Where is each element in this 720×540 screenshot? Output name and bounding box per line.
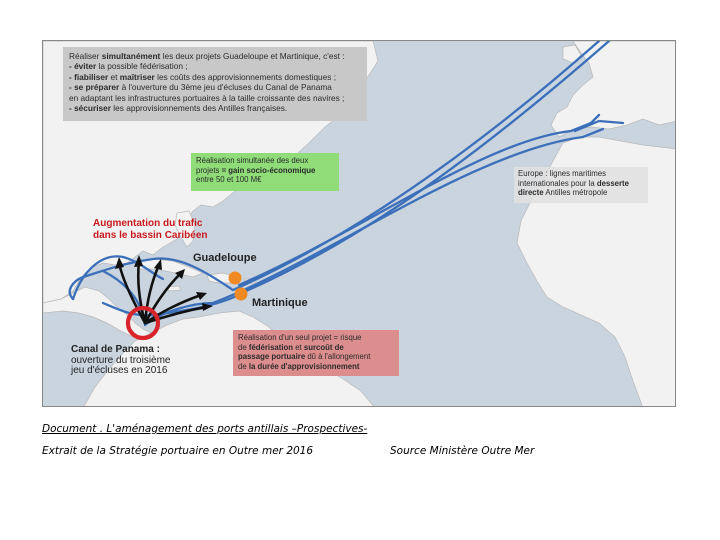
document-caption: Document . L'aménagement des ports antillais –Prospectives- — [42, 423, 368, 435]
gain-line-2: projets = gain socio-économique — [196, 165, 316, 175]
traffic-label-line-2: dans le bassin Caribéen — [93, 229, 208, 241]
objectives-item-secure: - sécuriser les approvisionnements des Antilles françaises. — [69, 103, 288, 114]
risk-line-2: de fédérisation et surcoût de — [238, 342, 344, 352]
guadeloupe-port-marker — [229, 272, 242, 285]
single-project-risk-box — [233, 330, 399, 376]
objectives-box — [63, 47, 367, 121]
europe-routes-box — [514, 167, 648, 203]
panama-line-3: jeu d'écluses en 2016 — [71, 365, 168, 376]
risk-line-3: passage portuaire dû à l'allongement — [238, 352, 371, 362]
guadeloupe-label: Guadeloupe — [193, 252, 257, 264]
traffic-label-line-1: Augmentation du trafic — [93, 218, 203, 229]
socio-economic-gain-box — [191, 153, 339, 191]
europe-line-3: directe Antilles métropole — [518, 188, 608, 198]
extract-caption: Extrait de la Stratégie portuaire en Outre mer 2016 — [42, 445, 314, 457]
gain-line-3: entre 50 et 100 M€ — [196, 175, 262, 185]
panama-line-2: ouverture du troisième — [71, 354, 171, 366]
source-caption: Source Ministère Outre Mer — [390, 445, 535, 457]
gain-line-1: Réalisation simultanée des deux — [196, 156, 309, 165]
risk-line-1: Réalisation d'un seul projet = risque — [238, 333, 362, 342]
objectives-item-prepare: - se préparer à l'ouverture du 3ème jeu d'écluses du Canal de Panama — [69, 82, 332, 93]
objectives-item-avoid: - éviter la possible fédérisation ; — [69, 61, 188, 72]
europe-line-2: internationales pour la desserte — [518, 178, 629, 188]
caribbean-traffic-label — [93, 218, 208, 241]
objectives-line-intro: Réaliser simultanément les deux projets Guadeloupe et Martinique, c'est : — [69, 51, 345, 61]
objectives-item-prepare-cont: en adaptant les infrastructures portuaires à la taille croissante des navires ; — [69, 92, 345, 103]
risk-line-4: de la durée d'approvisionnement — [238, 361, 360, 371]
panama-canal-label — [71, 345, 171, 377]
martinique-label: Martinique — [252, 297, 308, 309]
panama-title: Canal de Panama : — [71, 344, 160, 355]
objectives-item-reliability: - fiabiliser et maîtriser les coûts des approvisionnements domestiques ; — [69, 71, 337, 82]
europe-line-1: Europe : lignes maritimes — [518, 169, 606, 178]
martinique-port-marker — [235, 288, 248, 301]
map-frame — [42, 40, 676, 407]
